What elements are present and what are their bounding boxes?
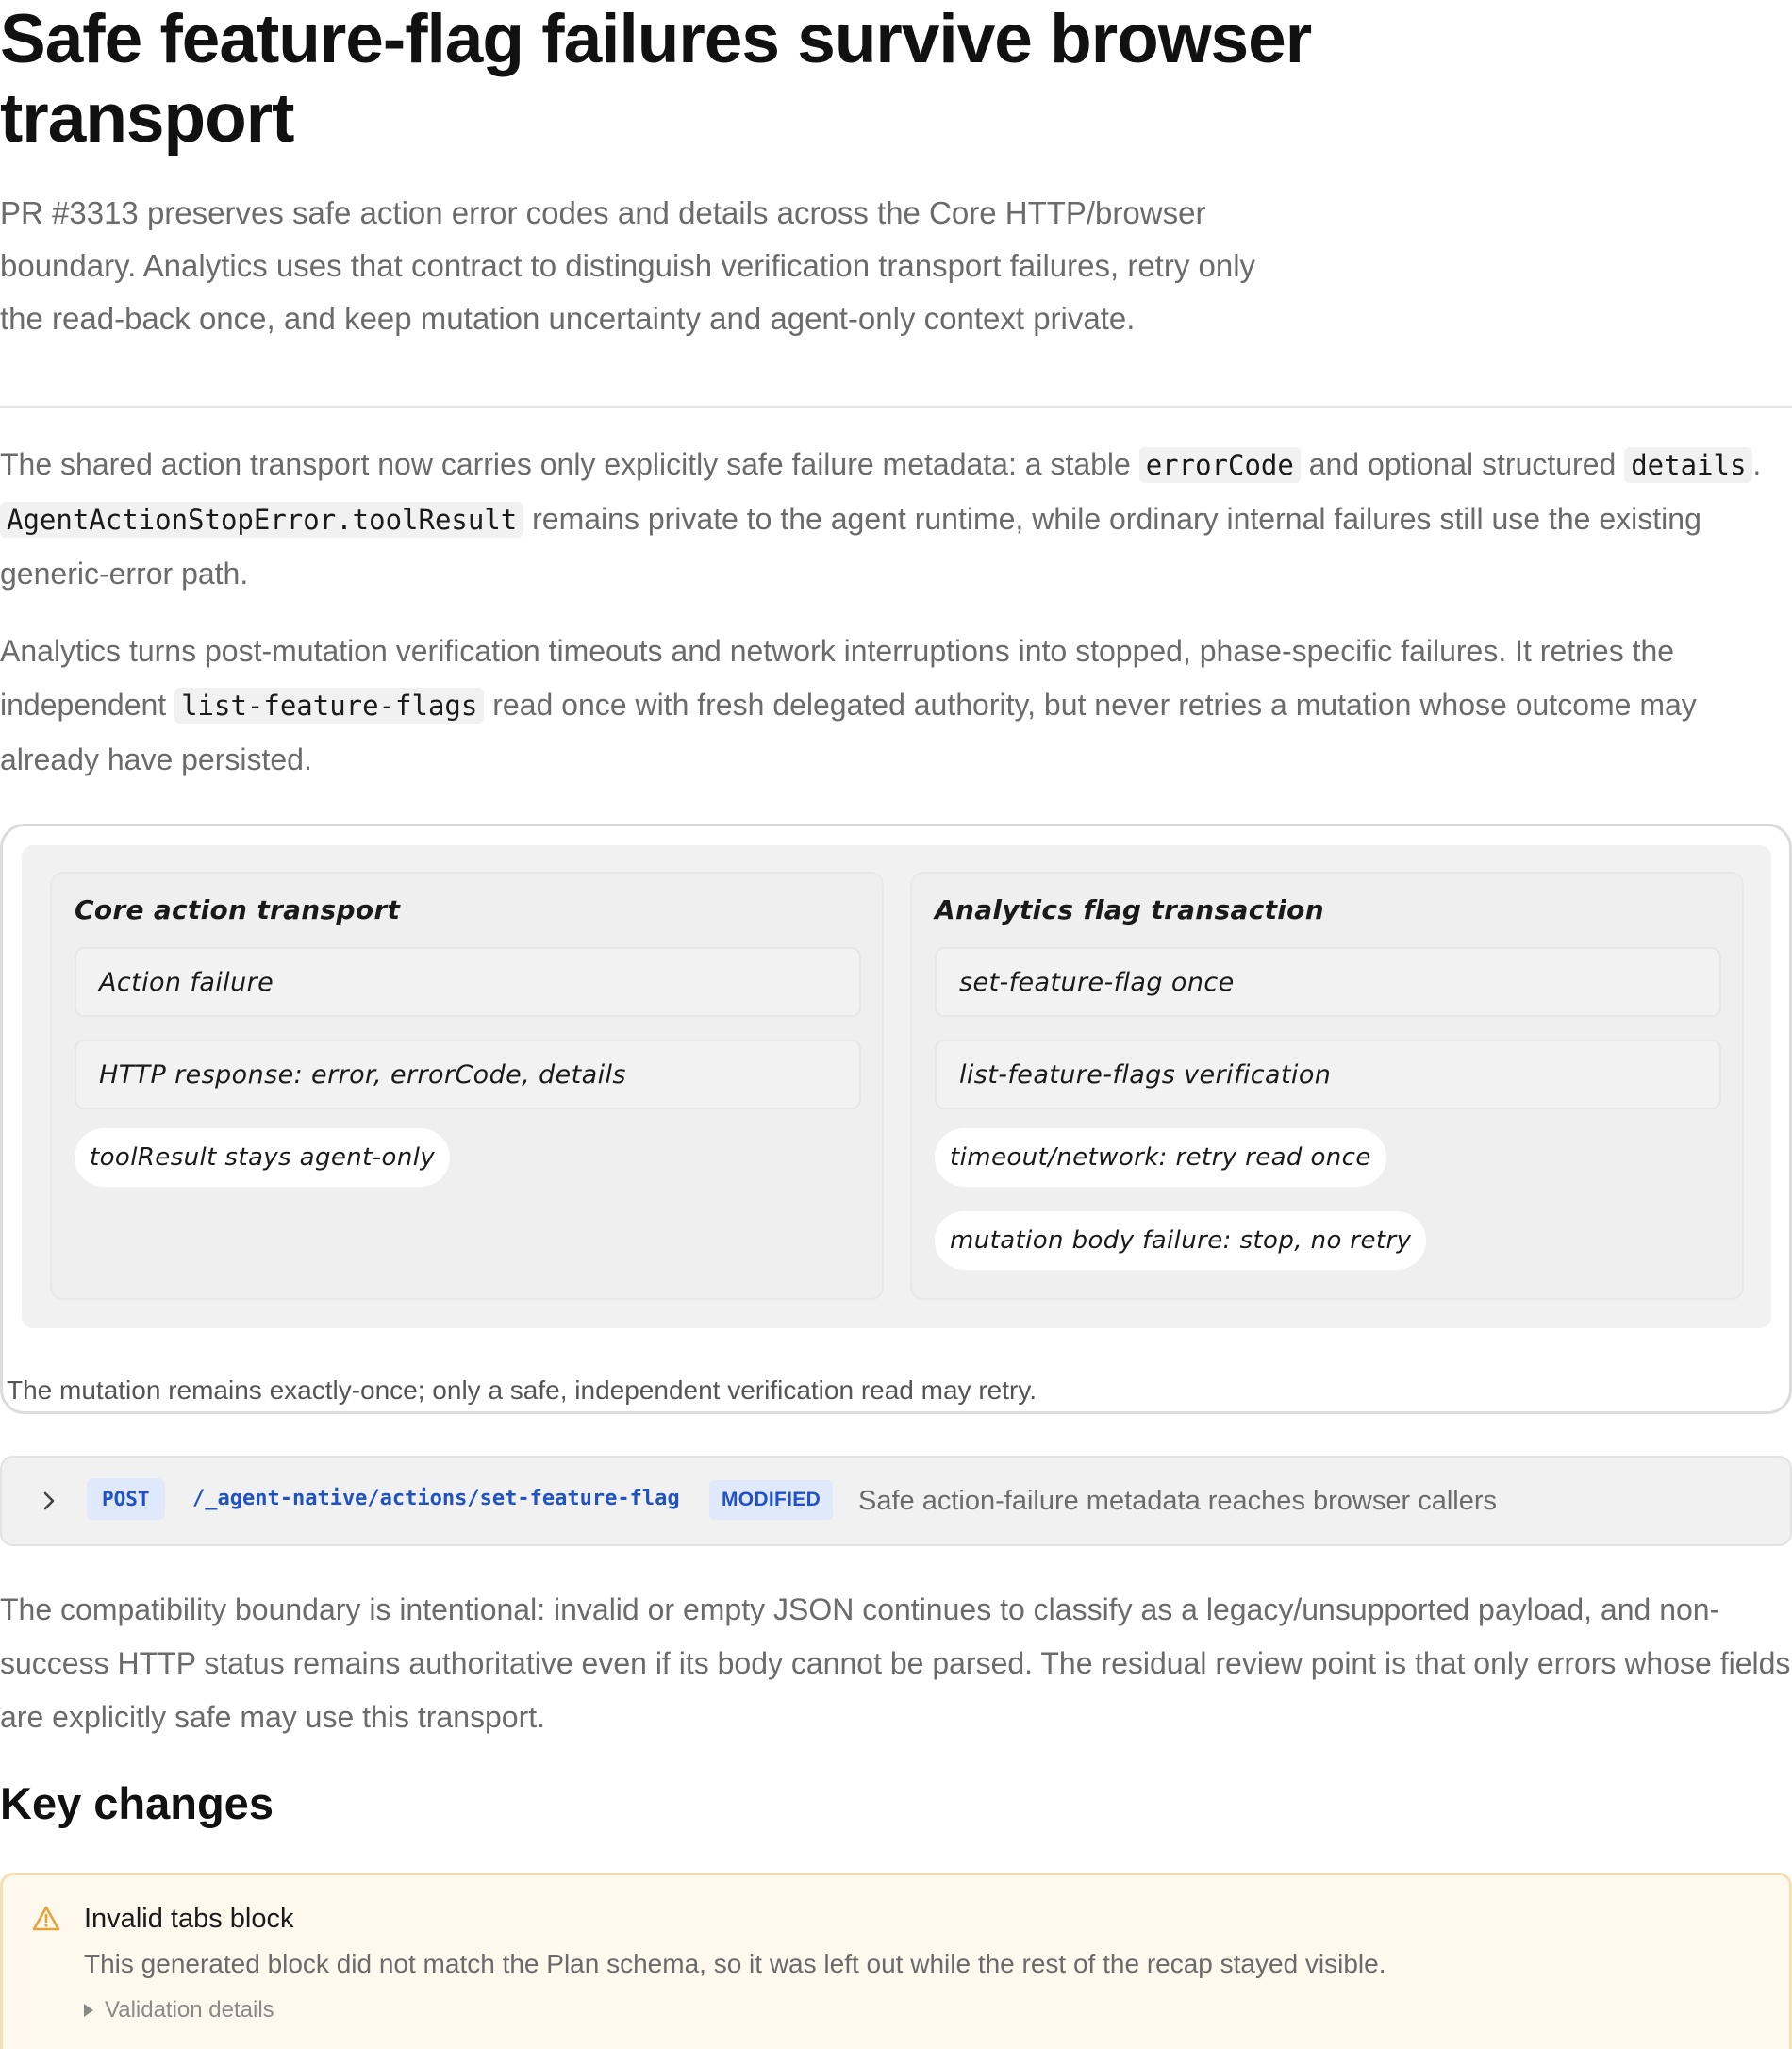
diagram-note-toolresult: toolResult stays agent-only <box>75 1128 450 1187</box>
intro-paragraph-analytics <box>0 625 1792 787</box>
diagram-node-list-feature-flags: list-feature-flags verification <box>935 1040 1721 1109</box>
intro-paragraph-transport <box>0 438 1792 601</box>
page-title: Safe feature-flag failures survive browser transport <box>0 1 1312 157</box>
validation-details-toggle[interactable] <box>84 1996 274 2024</box>
lane-title: Core action transport <box>75 894 401 925</box>
flow-diagram <box>0 824 1792 1414</box>
chevron-right-icon[interactable] <box>38 1490 60 1512</box>
endpoint-path: /_agent-native/actions/set-feature-flag <box>192 1487 680 1510</box>
header-divider <box>0 406 1792 408</box>
lane-core-action-transport <box>50 872 884 1300</box>
text-run: read once with fresh delegated authority, but never retries a mutation whose outcome may already have persisted. <box>0 688 1697 776</box>
inline-code-details: details <box>1624 447 1752 483</box>
section-heading-key-changes: Key changes <box>0 1778 274 1828</box>
endpoint-description: Safe action-failure metadata reaches browser callers <box>858 1486 1497 1516</box>
text-run: and optional structured <box>1300 447 1625 481</box>
lane-analytics-flag-transaction <box>910 872 1744 1300</box>
text-run: remains private to the agent runtime, while ordinary internal failures still use the existing generic-error path. <box>0 502 1701 591</box>
page-subtitle: PR #3313 preserves safe action error codes and details across the Core HTTP/browser boundary. Analytics uses that contract to distinguish verification transport failures, retry only the read-back once, and keep mutation uncertainty and agent-only context private. <box>0 195 1256 336</box>
text-run: The shared action transport now carries only explicitly safe failure metadata: a stable <box>0 447 1139 481</box>
invalid-block-warning <box>0 1873 1792 2049</box>
diagram-canvas <box>22 845 1771 1328</box>
disclosure-triangle-icon <box>84 2004 93 2017</box>
inline-code-list-feature-flags: list-feature-flags <box>174 688 484 724</box>
http-method-badge: POST <box>87 1478 165 1520</box>
diagram-node-action-failure: Action failure <box>75 947 861 1017</box>
inline-code-toolresult: AgentActionStopError.toolResult <box>0 502 523 538</box>
diagram-note-retry-read: timeout/network: retry read once <box>935 1128 1386 1187</box>
compat-paragraph: The compatibility boundary is intentional: invalid or empty JSON continues to classify as a legacy/unsupported payload, and non-success HTTP status remains authoritative even if its body cannot be parsed. The residual review point is that only errors whose fields are explicitly safe may use this transport. <box>0 1592 1791 1734</box>
diagram-note-no-retry: mutation body failure: stop, no retry <box>935 1211 1426 1270</box>
endpoint-row[interactable] <box>0 1456 1792 1546</box>
warning-title: Invalid tabs block <box>84 1904 294 1934</box>
diagram-caption: The mutation remains exactly-once; only a safe, independent verification read may retry. <box>7 1375 1037 1405</box>
warning-body: This generated block did not match the Plan schema, so it was left out while the rest of the recap stayed visible. <box>84 1949 1386 1978</box>
text-run: . <box>1752 447 1762 481</box>
diagram-node-set-feature-flag: set-feature-flag once <box>935 947 1721 1017</box>
text-run: Analytics turns post-mutation verification timeouts and network interruptions into stopped, phase-specific failures. It retries the independent <box>0 634 1675 722</box>
modified-badge: MODIFIED <box>709 1480 833 1520</box>
warning-triangle-icon <box>31 1904 61 1934</box>
diagram-node-http-response: HTTP response: error, errorCode, details <box>75 1040 861 1109</box>
lane-title: Analytics flag transaction <box>935 894 1324 925</box>
inline-code-errorcode: errorCode <box>1139 447 1301 483</box>
validation-details-label: Validation details <box>105 1997 274 2023</box>
